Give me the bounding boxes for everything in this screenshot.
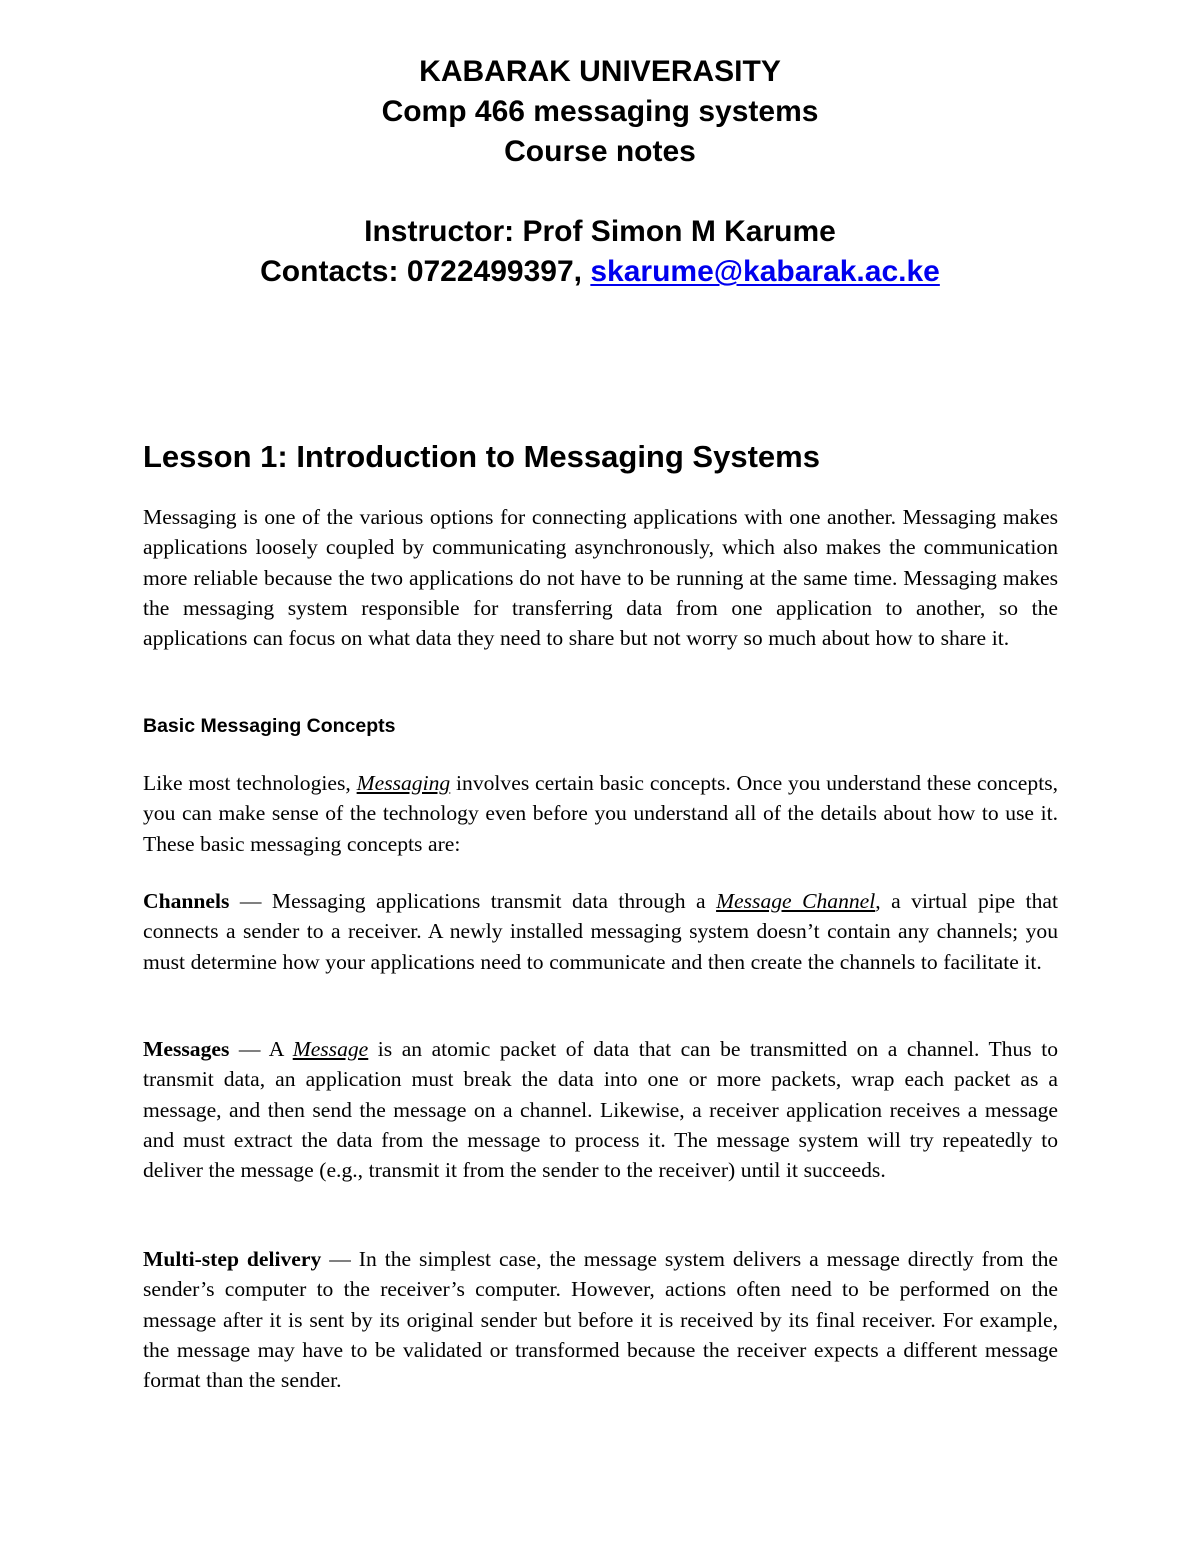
university-name: KABARAK UNIVERASITY — [419, 55, 781, 88]
contacts-phone: Contacts: 0722499397, — [260, 255, 591, 288]
lesson-title: Lesson 1: Introduction to Messaging Systems — [143, 439, 820, 474]
instructor-line: Instructor: Prof Simon M Karume — [364, 215, 836, 248]
channels-term: Channels — [143, 889, 230, 913]
message-channel-reference: Message Channel — [716, 889, 876, 913]
messages-text-before: — A — [229, 1037, 293, 1061]
document-type: Course notes — [504, 135, 696, 168]
channels-text-before: — Messaging applications transmit data through a — [229, 889, 717, 913]
multistep-paragraph — [143, 1244, 1058, 1395]
concepts-text-after: involves certain basic concepts. Once you understand these concepts, you can make sense of the technology even before you understand all of the details about how to use it. These basic messaging concepts are: — [143, 771, 1058, 856]
contacts-line — [0, 252, 1200, 292]
messages-text-after: is an atomic packet of data that can be transmitted on a channel. Thus to transmit data, an application must break the data into one or more packets, wrap each packet as a message, and then send the message on a channel. Likewise, a receiver application receives a message and must extract the data from the message to process it. The message system will try repeatedly to deliver the message (e.g., transmit it from the sender to the receiver) until it succeeds. — [143, 1037, 1058, 1183]
messages-term: Messages — [143, 1037, 230, 1061]
messaging-reference: Messaging — [356, 771, 451, 795]
concepts-text-before: Like most technologies, — [143, 771, 357, 795]
intro-paragraph: Messaging is one of the various options for connecting applications with one another. Messaging makes applications loosely coupled by communicating asynchronously, which also makes the communication more reliable because the two applications do not have to be running at the same time. Messaging makes the messaging system responsible for transferring data from one application to another, so the applications can focus on what data they need to share but not worry so much about how to share it. — [143, 505, 1058, 651]
message-reference: Message — [292, 1037, 369, 1061]
title-spacer — [0, 172, 1200, 212]
section-heading: Basic Messaging Concepts — [143, 715, 396, 737]
multistep-term: Multi-step delivery — [143, 1247, 322, 1271]
multistep-text: — In the simplest case, the message system delivers a message directly from the sender’s computer to the receiver’s computer. However, actions often need to be performed on the message after it is sent by its original sender but before it is received by its final receiver. For example, the message may have to be validated or transformed because the receiver expects a different message format than the sender. — [143, 1247, 1058, 1393]
email-link[interactable]: skarume@kabarak.ac.ke — [590, 255, 940, 288]
title-block — [0, 52, 1200, 292]
concepts-paragraph — [143, 768, 1058, 859]
messages-paragraph — [143, 1034, 1058, 1185]
course-title: Comp 466 messaging systems — [381, 95, 819, 128]
channels-paragraph — [143, 886, 1058, 977]
channels-text-after: , a virtual pipe that connects a sender to a receiver. A newly installed messaging system doesn’t contain any channels; you must determine how your applications need to communicate and then create the channels to facilitate it. — [143, 889, 1058, 974]
